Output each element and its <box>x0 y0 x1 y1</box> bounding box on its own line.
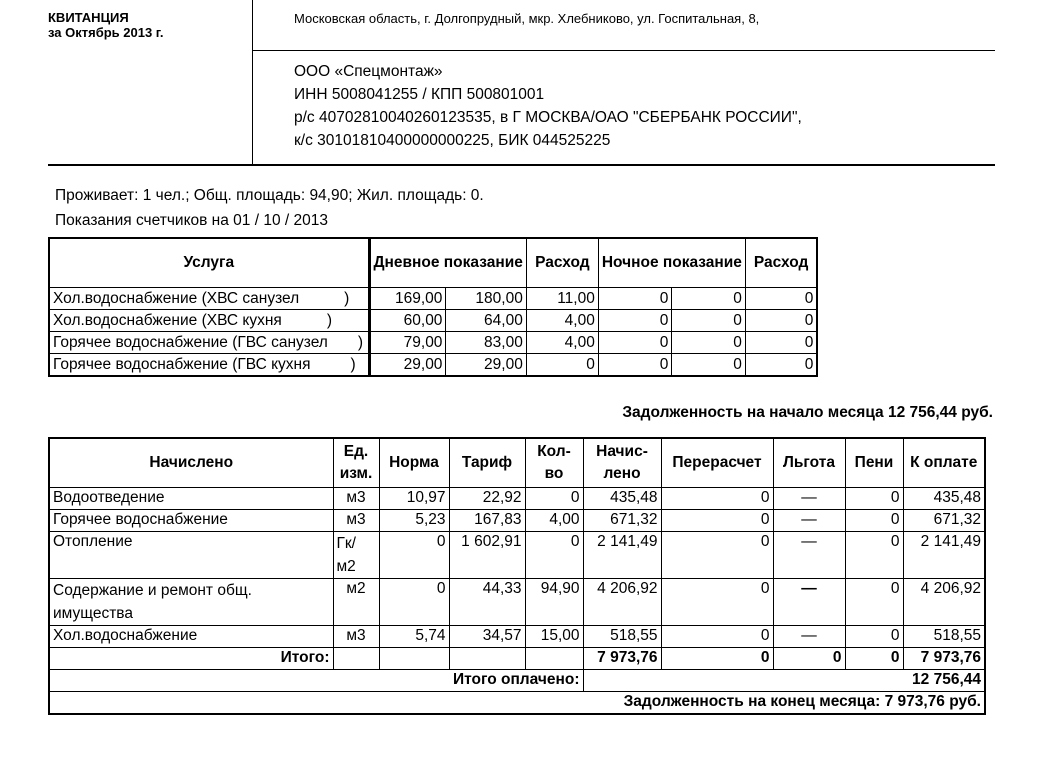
address: Московская область, г. Долгопрудный, мкр. Хлебниково, ул. Госпитальная, 8, <box>294 11 760 26</box>
meter-day-usage: 4,00 <box>526 332 598 354</box>
charges-table <box>48 437 986 715</box>
charge-to-pay: 435,48 <box>903 488 985 510</box>
charge-to-pay: 4 206,92 <box>903 579 985 626</box>
residence-line: Проживает: 1 чел.; Общ. площадь: 94,90; Жил. площадь: 0. <box>55 187 484 204</box>
residence-info <box>55 183 484 233</box>
meter-night-end: 0 <box>672 288 746 310</box>
charge-to-pay: 518,55 <box>903 626 985 648</box>
charges-header-unit: Ед. изм. <box>333 438 379 488</box>
charge-benefit: — <box>773 488 845 510</box>
charges-header-qty: Кол-во <box>525 438 583 488</box>
meter-night-end: 0 <box>672 310 746 332</box>
org-account: р/с 40702810040260123535, в Г МОСКВА/ОАО "СБЕРБАНК РОССИИ", <box>294 109 802 126</box>
meter-header-day: Дневное показание <box>369 238 526 288</box>
meter-day-start: 79,00 <box>369 332 446 354</box>
charge-tariff: 44,33 <box>449 579 525 626</box>
meter-row <box>49 288 817 310</box>
charge-qty: 94,90 <box>525 579 583 626</box>
total-recalc: 0 <box>661 648 773 670</box>
charge-norm: 5,74 <box>379 626 449 648</box>
charge-row <box>49 579 985 626</box>
charge-service: Горячее водоснабжение <box>49 510 333 532</box>
header-divider-bottom <box>48 164 995 166</box>
debt-start: Задолженность на начало месяца 12 756,44 руб. <box>622 404 993 421</box>
meter-service: Горячее водоснабжение (ГВС кухня ) <box>49 354 369 377</box>
charge-charged: 518,55 <box>583 626 661 648</box>
charge-norm: 0 <box>379 579 449 626</box>
meter-row <box>49 332 817 354</box>
meter-night-start: 0 <box>598 310 672 332</box>
charge-recalc: 0 <box>661 488 773 510</box>
meter-header-night: Ночное показание <box>598 238 745 288</box>
charge-tariff: 22,92 <box>449 488 525 510</box>
charge-charged: 2 141,49 <box>583 532 661 579</box>
paid-row <box>49 670 985 692</box>
meter-date-line: Показания счетчиков на 01 / 10 / 2013 <box>55 212 328 229</box>
charge-penalty: 0 <box>845 626 903 648</box>
charge-service: Водоотведение <box>49 488 333 510</box>
debt-end: Задолженность на конец месяца: 7 973,76 руб. <box>49 692 985 715</box>
organization-details <box>294 60 802 152</box>
meter-header-usage-day: Расход <box>526 238 598 288</box>
charge-row <box>49 510 985 532</box>
org-corr-account: к/с 30101810400000000225, БИК 044525225 <box>294 132 611 149</box>
meter-day-end: 29,00 <box>446 354 526 377</box>
meter-header-service: Услуга <box>49 238 369 288</box>
charges-header-norm: Норма <box>379 438 449 488</box>
meter-day-end: 180,00 <box>446 288 526 310</box>
charge-penalty: 0 <box>845 488 903 510</box>
charge-service: Содержание и ремонт общ. имущества <box>49 579 333 626</box>
charge-tariff: 34,57 <box>449 626 525 648</box>
receipt-title: КВИТАНЦИЯ <box>48 10 129 25</box>
charges-header-charged: Начис-лено <box>583 438 661 488</box>
meter-day-start: 60,00 <box>369 310 446 332</box>
meter-night-end: 0 <box>672 354 746 377</box>
charge-service: Отопление <box>49 532 333 579</box>
total-empty-unit <box>333 648 379 670</box>
meter-night-start: 0 <box>598 288 672 310</box>
org-inn: ИНН 5008041255 / КПП 500801001 <box>294 86 545 103</box>
total-to-pay: 7 973,76 <box>903 648 985 670</box>
meter-day-end: 83,00 <box>446 332 526 354</box>
charge-recalc: 0 <box>661 532 773 579</box>
charge-to-pay: 671,32 <box>903 510 985 532</box>
charge-recalc: 0 <box>661 510 773 532</box>
charge-benefit: — <box>773 579 845 626</box>
meter-day-start: 29,00 <box>369 354 446 377</box>
charges-header-recalc: Перерасчет <box>661 438 773 488</box>
charge-row <box>49 626 985 648</box>
charge-penalty: 0 <box>845 579 903 626</box>
meter-night-usage: 0 <box>745 288 817 310</box>
meter-row <box>49 310 817 332</box>
charge-charged: 435,48 <box>583 488 661 510</box>
total-label: Итого: <box>49 648 333 670</box>
charges-header-tariff: Тариф <box>449 438 525 488</box>
charge-row <box>49 532 985 579</box>
meter-day-usage: 11,00 <box>526 288 598 310</box>
receipt-label <box>48 10 164 40</box>
charge-unit: Гк/ м2 <box>333 532 379 579</box>
meter-service: Хол.водоснабжение (ХВС санузел ) <box>49 288 369 310</box>
charge-qty: 4,00 <box>525 510 583 532</box>
charge-unit: м3 <box>333 626 379 648</box>
charge-unit: м3 <box>333 488 379 510</box>
meter-day-start: 169,00 <box>369 288 446 310</box>
charge-benefit: — <box>773 510 845 532</box>
meter-night-usage: 0 <box>745 332 817 354</box>
charge-norm: 0 <box>379 532 449 579</box>
charge-to-pay: 2 141,49 <box>903 532 985 579</box>
charge-recalc: 0 <box>661 626 773 648</box>
charges-header-benefit: Льгота <box>773 438 845 488</box>
total-charged: 7 973,76 <box>583 648 661 670</box>
charge-unit: м3 <box>333 510 379 532</box>
paid-value: 12 756,44 <box>583 670 985 692</box>
charge-norm: 5,23 <box>379 510 449 532</box>
header-divider-vertical <box>252 0 253 166</box>
charge-row <box>49 488 985 510</box>
meter-night-usage: 0 <box>745 354 817 377</box>
charge-recalc: 0 <box>661 579 773 626</box>
org-name: ООО «Спецмонтаж» <box>294 63 443 80</box>
charge-penalty: 0 <box>845 532 903 579</box>
meter-header-usage-night: Расход <box>745 238 817 288</box>
total-empty-qty <box>525 648 583 670</box>
meter-day-usage: 4,00 <box>526 310 598 332</box>
total-empty-norm <box>379 648 449 670</box>
meter-row <box>49 354 817 377</box>
paid-label: Итого оплачено: <box>49 670 583 692</box>
meter-night-start: 0 <box>598 354 672 377</box>
meter-service: Горячее водоснабжение (ГВС санузел ) <box>49 332 369 354</box>
meter-night-usage: 0 <box>745 310 817 332</box>
meter-night-end: 0 <box>672 332 746 354</box>
meter-day-usage: 0 <box>526 354 598 377</box>
charge-qty: 15,00 <box>525 626 583 648</box>
charge-unit: м2 <box>333 579 379 626</box>
charges-header-to-pay: К оплате <box>903 438 985 488</box>
charge-service: Хол.водоснабжение <box>49 626 333 648</box>
header-divider-mid <box>252 50 995 51</box>
charges-header-service: Начислено <box>49 438 333 488</box>
total-empty-tariff <box>449 648 525 670</box>
charges-header-penalty: Пени <box>845 438 903 488</box>
meter-night-start: 0 <box>598 332 672 354</box>
charge-penalty: 0 <box>845 510 903 532</box>
debt-end-row <box>49 692 985 715</box>
charge-qty: 0 <box>525 488 583 510</box>
meter-readings-table <box>48 237 818 377</box>
total-benefit: 0 <box>773 648 845 670</box>
receipt-period: за Октябрь 2013 г. <box>48 25 164 40</box>
meter-day-end: 64,00 <box>446 310 526 332</box>
charge-benefit: — <box>773 532 845 579</box>
charge-tariff: 1 602,91 <box>449 532 525 579</box>
total-penalty: 0 <box>845 648 903 670</box>
charge-charged: 4 206,92 <box>583 579 661 626</box>
charge-benefit: — <box>773 626 845 648</box>
charge-qty: 0 <box>525 532 583 579</box>
meter-service: Хол.водоснабжение (ХВС кухня ) <box>49 310 369 332</box>
charge-charged: 671,32 <box>583 510 661 532</box>
charge-tariff: 167,83 <box>449 510 525 532</box>
total-row <box>49 648 985 670</box>
charge-norm: 10,97 <box>379 488 449 510</box>
